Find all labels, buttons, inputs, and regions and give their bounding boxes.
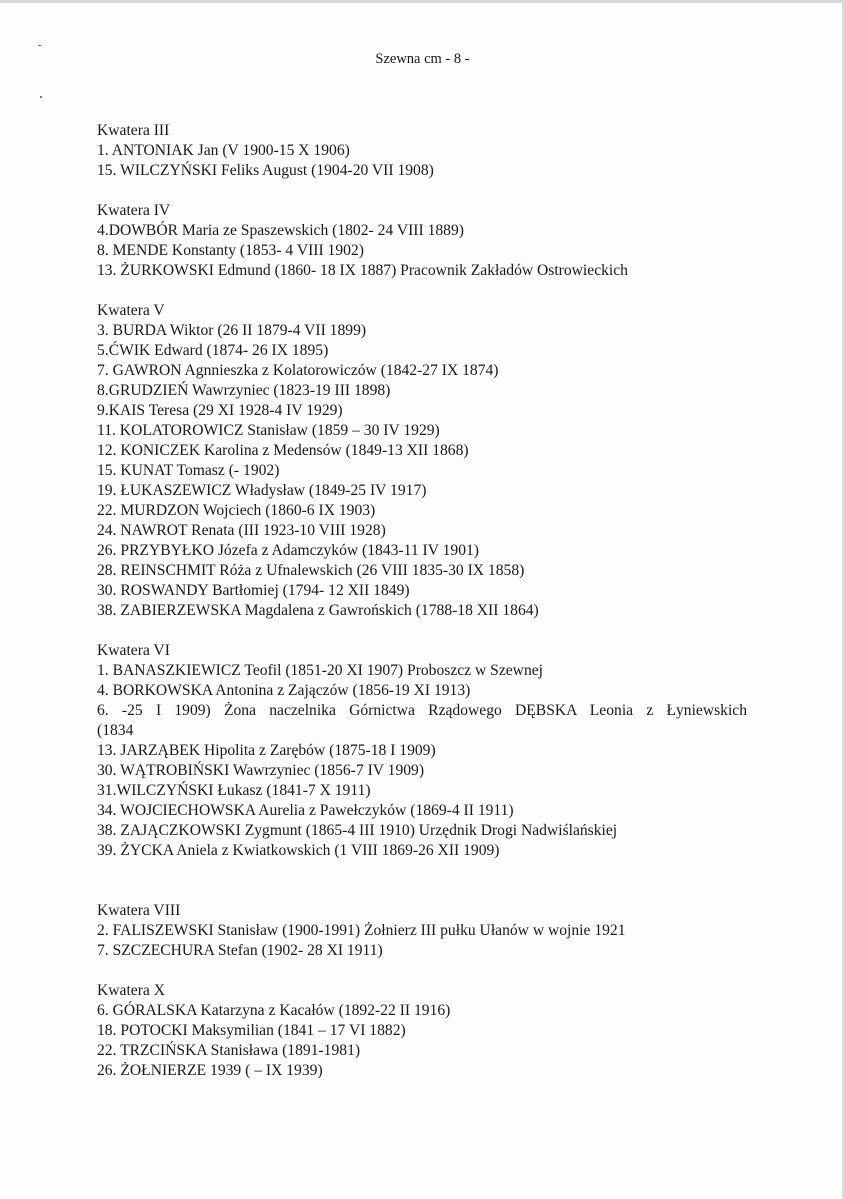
list-item: 31.WILCZYŃSKI Łukasz (1841-7 X 1911) [97,782,371,799]
list-item: 13. JARZĄBEK Hipolita z Zarębów (1875-18 I 1909) [97,742,436,759]
document-body [97,121,747,1081]
scan-edge-top [0,0,845,3]
section-spacer [97,281,747,301]
section-kwatera-x [97,981,747,1081]
list-item: 38. ZABIERZEWSKA Magdalena z Gawrońskich (1788-18 XII 1864) [97,602,539,619]
list-item: 4. BORKOWSKA Antonina z Zajączów (1856-19 XI 1913) [97,682,471,699]
list-item: 24. NAWROT Renata (III 1923-10 VIII 1928) [97,522,386,539]
section-title: Kwatera IV [97,202,171,219]
list-item: 30. ROSWANDY Bartłomiej (1794- 12 XII 1849) [97,582,410,599]
list-item: 30. WĄTROBIŃSKI Wawrzyniec (1856-7 IV 1909) [97,762,425,779]
scan-speck [40,96,42,98]
list-item: 26. ŻOŁNIERZE 1939 ( – IX 1939) [97,1062,323,1079]
list-item: 28. REINSCHMIT Róża z Ufnalewskich (26 VIII 1835-30 IX 1858) [97,562,525,579]
section-kwatera-viii [97,901,747,961]
list-item: 1. BANASZKIEWICZ Teofil (1851-20 XI 1907) Proboszcz w Szewnej [97,662,543,679]
list-item: 6. GÓRALSKA Katarzyna z Kacałów (1892-22 II 1916) [97,1002,451,1019]
section-spacer [97,861,747,901]
list-item: 7. SZCZECHURA Stefan (1902- 28 XI 1911) [97,942,383,959]
list-item: 39. ŻYCKA Aniela z Kwiatkowskich (1 VIII 1869-26 XII 1909) [97,842,500,859]
list-item: 8. MENDE Konstanty (1853- 4 VIII 1902) [97,242,364,259]
list-item: 3. BURDA Wiktor (26 II 1879-4 VII 1899) [97,322,367,339]
list-item: 4.DOWBÓR Maria ze Spaszewskich (1802- 24 VIII 1889) [97,222,464,239]
section-spacer [97,621,747,641]
list-item: 11. KOLATOROWICZ Stanisław (1859 – 30 IV 1929) [97,422,440,439]
list-item: 5.ĆWIK Edward (1874- 26 IX 1895) [97,342,329,359]
list-item: 38. ZAJĄCZKOWSKI Zygmunt (1865-4 III 1910) Urzędnik Drogi Nadwiślańskiej [97,822,618,839]
section-kwatera-v [97,301,747,621]
section-title: Kwatera III [97,122,170,139]
section-title: Kwatera VI [97,642,170,659]
list-item: 22. TRZCIŃSKA Stanisława (1891-1981) [97,1042,361,1059]
section-title: Kwatera X [97,982,165,999]
list-item-continuation: (1834 [97,722,134,739]
list-item: 22. MURDZON Wojciech (1860-6 IX 1903) [97,502,376,519]
section-kwatera-iv [97,201,747,281]
list-item: 19. ŁUKASZEWICZ Władysław (1849-25 IV 1917) [97,482,427,499]
scan-speck [38,45,41,46]
list-item: 6. -25 I 1909) Żona naczelnika Górnictwa Rządowego DĘBSKA Leonia z Łyniewskich [97,702,747,719]
list-item: 7. GAWRON Agnnieszka z Kolatorowiczów (1842-27 IX 1874) [97,362,499,379]
section-kwatera-vi [97,641,747,861]
list-item: 8.GRUDZIEŃ Wawrzyniec (1823-19 III 1898) [97,382,391,399]
list-item: 26. PRZYBYŁKO Józefa z Adamczyków (1843-11 IV 1901) [97,542,479,559]
list-item: 13. ŻURKOWSKI Edmund (1860- 18 IX 1887) Pracownik Zakładów Ostrowieckich [97,262,628,279]
list-item: 15. KUNAT Tomasz (- 1902) [97,462,280,479]
page-header: Szewna cm - 8 - [375,51,470,67]
list-item: 34. WOJCIECHOWSKA Aurelia z Pawełczyków (1869-4 II 1911) [97,802,514,819]
list-item: 9.KAIS Teresa (29 XI 1928-4 IV 1929) [97,402,343,419]
list-item: 1. ANTONIAK Jan (V 1900-15 X 1906) [97,142,350,159]
section-title: Kwatera V [97,302,165,319]
section-kwatera-iii [97,121,747,181]
list-item: 2. FALISZEWSKI Stanisław (1900-1991) Żołnierz III pułku Ułanów w wojnie 1921 [97,922,626,939]
list-item: 12. KONICZEK Karolina z Medensów (1849-13 XII 1868) [97,442,469,459]
section-spacer [97,961,747,981]
list-item: 15. WILCZYŃSKI Feliks August (1904-20 VII 1908) [97,162,434,179]
list-item: 18. POTOCKI Maksymilian (1841 – 17 VI 1882) [97,1022,406,1039]
section-title: Kwatera VIII [97,902,181,919]
section-spacer [97,181,747,201]
